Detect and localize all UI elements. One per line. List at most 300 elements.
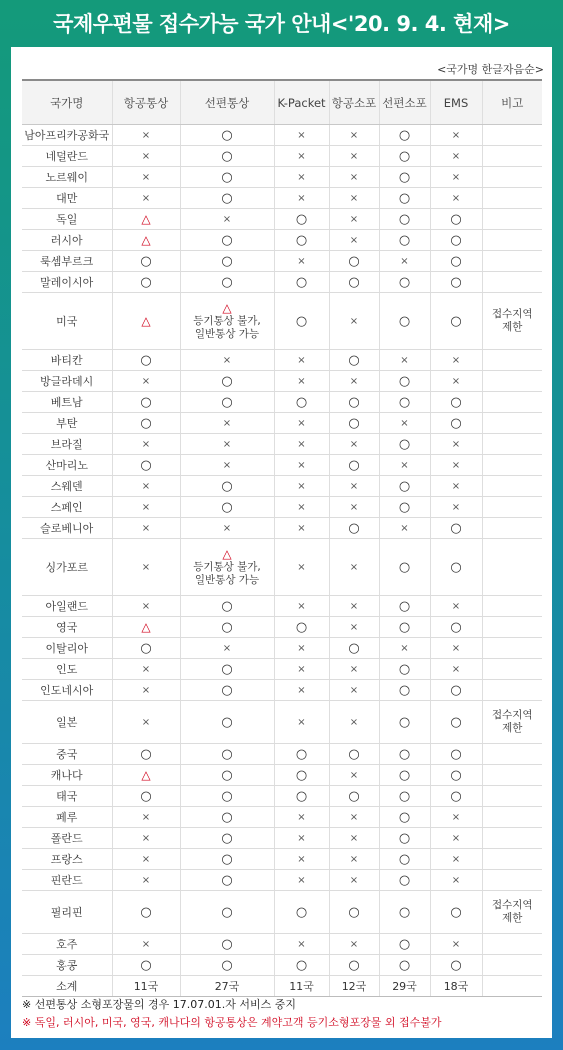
country-name: 핀란드 xyxy=(22,870,112,891)
availability-cell xyxy=(329,209,379,230)
availability-cell xyxy=(180,807,274,828)
availability-cell xyxy=(329,955,379,976)
availability-symbol: × xyxy=(297,642,306,654)
country-name: 방글라데시 xyxy=(22,371,112,392)
availability-cell xyxy=(112,146,180,167)
availability-cell xyxy=(379,413,430,434)
availability-cell xyxy=(329,891,379,934)
availability-cell xyxy=(329,870,379,891)
header-kpacket: K-Packet xyxy=(274,80,329,125)
availability-symbol: ○ xyxy=(450,274,462,290)
availability-cell xyxy=(379,230,430,251)
availability-symbol: × xyxy=(451,192,461,204)
availability-symbol: ○ xyxy=(221,190,233,206)
country-name: 인도네시아 xyxy=(22,680,112,701)
availability-symbol: ○ xyxy=(348,253,360,269)
availability-cell xyxy=(112,251,180,272)
remarks-cell xyxy=(482,807,542,828)
table-row xyxy=(22,230,542,251)
availability-symbol: × xyxy=(297,171,306,183)
availability-symbol: ○ xyxy=(221,661,233,677)
availability-symbol: × xyxy=(451,938,461,950)
availability-cell xyxy=(112,765,180,786)
availability-cell xyxy=(430,617,482,638)
availability-symbol: × xyxy=(349,832,359,844)
availability-cell xyxy=(379,350,430,371)
availability-symbol: ○ xyxy=(450,394,462,410)
availability-cell xyxy=(430,891,482,934)
availability-cell xyxy=(274,476,329,497)
availability-cell xyxy=(112,828,180,849)
availability-symbol: ○ xyxy=(450,682,462,698)
availability-symbol: ○ xyxy=(221,394,233,410)
availability-cell xyxy=(329,272,379,293)
availability-cell xyxy=(274,744,329,765)
availability-cell xyxy=(329,596,379,617)
availability-symbol: × xyxy=(349,150,359,162)
availability-symbol: ○ xyxy=(398,478,411,494)
availability-symbol: × xyxy=(349,129,359,141)
availability-symbol: ○ xyxy=(398,394,411,410)
availability-symbol: × xyxy=(349,684,359,696)
availability-symbol: × xyxy=(297,716,306,728)
availability-symbol: ○ xyxy=(398,127,411,143)
availability-symbol: ○ xyxy=(221,148,233,164)
remarks-cell xyxy=(482,765,542,786)
availability-cell xyxy=(180,497,274,518)
availability-symbol: × xyxy=(400,459,409,471)
availability-cell xyxy=(274,434,329,455)
availability-symbol: × xyxy=(222,213,232,225)
availability-symbol: × xyxy=(349,438,359,450)
table-row xyxy=(22,638,542,659)
country-name: 이탈리아 xyxy=(22,638,112,659)
remarks-cell xyxy=(482,786,542,807)
availability-symbol: △ xyxy=(222,300,232,315)
availability-symbol: × xyxy=(451,354,461,366)
table-row xyxy=(22,934,542,955)
availability-cell xyxy=(180,638,274,659)
availability-cell xyxy=(329,251,379,272)
availability-cell xyxy=(430,293,482,350)
table-row xyxy=(22,350,542,371)
availability-symbol: × xyxy=(400,255,409,267)
availability-cell xyxy=(430,434,482,455)
subtotal-value: 18국 xyxy=(430,976,482,997)
remarks-cell xyxy=(482,617,542,638)
availability-symbol: ○ xyxy=(221,127,233,143)
availability-cell xyxy=(180,786,274,807)
availability-cell xyxy=(112,934,180,955)
availability-cell xyxy=(430,638,482,659)
availability-cell xyxy=(112,230,180,251)
availability-symbol: ○ xyxy=(398,190,411,206)
availability-cell xyxy=(379,455,430,476)
availability-cell xyxy=(379,934,430,955)
country-name: 영국 xyxy=(22,617,112,638)
availability-cell xyxy=(274,680,329,701)
availability-symbol: × xyxy=(400,642,409,654)
country-table xyxy=(22,79,542,997)
country-name: 룩셈부르크 xyxy=(22,251,112,272)
availability-symbol: × xyxy=(297,663,306,675)
country-name: 스웨덴 xyxy=(22,476,112,497)
remarks-cell xyxy=(482,828,542,849)
table-row xyxy=(22,272,542,293)
availability-symbol: × xyxy=(141,853,151,865)
availability-cell xyxy=(379,539,430,596)
availability-cell xyxy=(430,167,482,188)
availability-cell xyxy=(379,434,430,455)
availability-cell xyxy=(430,371,482,392)
availability-symbol: ○ xyxy=(221,936,233,952)
availability-cell xyxy=(430,765,482,786)
availability-symbol: ○ xyxy=(221,253,233,269)
remarks-cell: 접수지역 제한 xyxy=(482,293,542,350)
availability-symbol: ○ xyxy=(348,746,360,762)
country-name: 미국 xyxy=(22,293,112,350)
availability-symbol: ○ xyxy=(450,415,462,431)
availability-symbol: ○ xyxy=(398,851,411,867)
availability-cell xyxy=(430,701,482,744)
availability-cell xyxy=(112,659,180,680)
availability-cell xyxy=(379,146,430,167)
availability-symbol: × xyxy=(451,600,461,612)
country-name: 스페인 xyxy=(22,497,112,518)
availability-symbol: ○ xyxy=(450,520,462,536)
availability-cell xyxy=(274,539,329,596)
table-row xyxy=(22,596,542,617)
header-surface-letter: 선편통상 xyxy=(180,80,274,125)
table-row xyxy=(22,744,542,765)
availability-cell xyxy=(379,125,430,146)
availability-symbol: × xyxy=(349,716,359,728)
header-ems: EMS xyxy=(430,80,482,125)
availability-cell xyxy=(379,209,430,230)
availability-symbol: ○ xyxy=(140,788,152,804)
table-row xyxy=(22,701,542,744)
availability-cell xyxy=(379,849,430,870)
availability-cell xyxy=(430,539,482,596)
remarks-cell xyxy=(482,209,542,230)
availability-symbol: ○ xyxy=(221,619,233,635)
availability-cell xyxy=(430,744,482,765)
availability-symbol: × xyxy=(141,716,151,728)
availability-cell xyxy=(180,434,274,455)
subtotal-label: 소계 xyxy=(22,976,112,997)
availability-symbol: ○ xyxy=(140,457,152,473)
availability-symbol: ○ xyxy=(348,274,360,290)
availability-cell xyxy=(274,251,329,272)
table-row xyxy=(22,146,542,167)
header-country: 국가명 xyxy=(22,80,112,125)
availability-symbol: ○ xyxy=(398,936,411,952)
availability-symbol: ○ xyxy=(295,957,308,973)
availability-cell xyxy=(112,497,180,518)
availability-symbol: ○ xyxy=(398,148,411,164)
page-title: 국제우편물 접수가능 국가 안내<'20. 9. 4. 현재> xyxy=(53,12,510,36)
availability-cell xyxy=(329,744,379,765)
table-row xyxy=(22,891,542,934)
availability-cell xyxy=(430,596,482,617)
country-name: 베트남 xyxy=(22,392,112,413)
availability-symbol: ○ xyxy=(450,767,462,783)
table-row xyxy=(22,434,542,455)
remarks-cell xyxy=(482,849,542,870)
availability-cell xyxy=(112,392,180,413)
surface-letter-condition: 등기통상 불가, 일반통상 가능 xyxy=(193,314,261,340)
availability-symbol: ○ xyxy=(398,232,411,248)
availability-cell xyxy=(379,786,430,807)
availability-symbol: ○ xyxy=(450,313,462,329)
availability-cell xyxy=(379,392,430,413)
availability-cell xyxy=(274,272,329,293)
availability-cell xyxy=(180,518,274,539)
availability-cell xyxy=(180,744,274,765)
availability-cell xyxy=(180,828,274,849)
availability-cell xyxy=(379,955,430,976)
availability-cell xyxy=(379,638,430,659)
availability-symbol: × xyxy=(451,129,461,141)
availability-cell xyxy=(329,680,379,701)
availability-cell xyxy=(180,350,274,371)
country-name: 바티칸 xyxy=(22,350,112,371)
availability-cell xyxy=(430,807,482,828)
remarks-cell xyxy=(482,413,542,434)
availability-symbol: × xyxy=(451,853,461,865)
header-remarks: 비고 xyxy=(482,80,542,125)
availability-cell xyxy=(329,230,379,251)
availability-symbol: × xyxy=(297,600,306,612)
availability-cell xyxy=(112,350,180,371)
availability-symbol: × xyxy=(451,832,461,844)
availability-cell xyxy=(274,350,329,371)
availability-cell xyxy=(180,230,274,251)
availability-cell xyxy=(329,125,379,146)
availability-symbol: × xyxy=(451,811,461,823)
availability-cell xyxy=(112,638,180,659)
table-row xyxy=(22,392,542,413)
availability-symbol: ○ xyxy=(140,394,152,410)
availability-cell xyxy=(379,518,430,539)
availability-symbol: ○ xyxy=(398,830,411,846)
availability-cell xyxy=(430,188,482,209)
table-row xyxy=(22,955,542,976)
availability-symbol: × xyxy=(141,600,151,612)
availability-cell xyxy=(180,413,274,434)
availability-symbol: × xyxy=(141,501,151,513)
country-name: 슬로베니아 xyxy=(22,518,112,539)
availability-symbol: × xyxy=(141,561,151,573)
remarks-cell xyxy=(482,638,542,659)
country-name: 노르웨이 xyxy=(22,167,112,188)
availability-cell xyxy=(329,659,379,680)
country-name: 홍콩 xyxy=(22,955,112,976)
availability-cell xyxy=(274,455,329,476)
availability-symbol: ○ xyxy=(398,436,411,452)
availability-cell xyxy=(274,596,329,617)
remarks-cell xyxy=(482,125,542,146)
remarks-cell xyxy=(482,371,542,392)
subtotal-value: 29국 xyxy=(379,976,430,997)
availability-cell xyxy=(329,934,379,955)
availability-symbol: × xyxy=(297,832,306,844)
availability-symbol: ○ xyxy=(398,767,411,783)
availability-symbol: △ xyxy=(141,619,151,634)
content-panel xyxy=(11,47,552,1038)
country-name: 인도 xyxy=(22,659,112,680)
availability-cell xyxy=(329,765,379,786)
remarks-cell xyxy=(482,744,542,765)
availability-symbol: ○ xyxy=(398,957,411,973)
availability-cell xyxy=(430,413,482,434)
remarks-cell xyxy=(482,476,542,497)
availability-symbol: × xyxy=(451,150,461,162)
footnote-surface: ※ 선편통상 소형포장물의 경우 17.07.01.자 서비스 중지 xyxy=(22,998,296,1011)
remarks-cell xyxy=(482,955,542,976)
availability-symbol: × xyxy=(297,150,306,162)
availability-symbol: × xyxy=(141,811,151,823)
availability-cell xyxy=(430,828,482,849)
availability-cell xyxy=(379,701,430,744)
availability-cell xyxy=(430,934,482,955)
remarks-cell xyxy=(482,272,542,293)
availability-cell xyxy=(112,125,180,146)
availability-symbol: ○ xyxy=(221,232,233,248)
availability-cell xyxy=(112,786,180,807)
availability-symbol: × xyxy=(349,938,359,950)
availability-cell xyxy=(379,371,430,392)
availability-cell xyxy=(379,497,430,518)
availability-symbol: △ xyxy=(141,232,151,247)
table-row xyxy=(22,455,542,476)
availability-cell xyxy=(329,849,379,870)
availability-cell xyxy=(112,680,180,701)
availability-cell xyxy=(329,807,379,828)
availability-cell xyxy=(329,167,379,188)
subtotal-value: 27국 xyxy=(180,976,274,997)
country-name: 브라질 xyxy=(22,434,112,455)
remarks-cell xyxy=(482,434,542,455)
availability-symbol: × xyxy=(141,522,151,534)
remarks-cell xyxy=(482,518,542,539)
availability-cell xyxy=(274,934,329,955)
remarks-cell xyxy=(482,934,542,955)
availability-cell xyxy=(274,518,329,539)
availability-symbol: × xyxy=(297,459,306,471)
availability-symbol: ○ xyxy=(398,169,411,185)
availability-symbol: ○ xyxy=(398,598,411,614)
availability-cell xyxy=(430,518,482,539)
country-name: 대만 xyxy=(22,188,112,209)
availability-cell xyxy=(274,209,329,230)
country-name: 말레이시아 xyxy=(22,272,112,293)
country-name: 캐나다 xyxy=(22,765,112,786)
availability-symbol: × xyxy=(222,438,232,450)
availability-cell xyxy=(180,251,274,272)
country-name: 일본 xyxy=(22,701,112,744)
availability-cell xyxy=(329,638,379,659)
availability-symbol: ○ xyxy=(398,872,411,888)
availability-cell xyxy=(274,188,329,209)
availability-symbol: ○ xyxy=(348,415,360,431)
availability-symbol: × xyxy=(349,621,359,633)
availability-symbol: ○ xyxy=(398,619,411,635)
availability-cell xyxy=(180,209,274,230)
availability-symbol: × xyxy=(297,561,306,573)
remarks-cell: 접수지역 제한 xyxy=(482,891,542,934)
availability-cell xyxy=(112,807,180,828)
availability-symbol: ○ xyxy=(348,788,360,804)
country-name: 아일랜드 xyxy=(22,596,112,617)
availability-symbol: △ xyxy=(222,546,232,561)
availability-symbol: × xyxy=(141,938,151,950)
availability-symbol: ○ xyxy=(450,788,462,804)
availability-cell xyxy=(274,765,329,786)
table-row xyxy=(22,518,542,539)
availability-cell xyxy=(379,293,430,350)
availability-symbol: × xyxy=(349,234,359,246)
availability-symbol: ○ xyxy=(295,232,308,248)
availability-symbol: ○ xyxy=(348,904,360,920)
availability-cell xyxy=(430,680,482,701)
availability-symbol: × xyxy=(349,213,359,225)
availability-cell xyxy=(379,272,430,293)
availability-cell xyxy=(430,350,482,371)
availability-symbol: ○ xyxy=(221,830,233,846)
availability-cell xyxy=(274,849,329,870)
availability-symbol: ○ xyxy=(295,767,308,783)
table-row xyxy=(22,539,542,596)
availability-cell xyxy=(379,596,430,617)
availability-symbol: × xyxy=(297,522,306,534)
availability-cell xyxy=(274,955,329,976)
availability-cell xyxy=(180,765,274,786)
availability-cell xyxy=(430,125,482,146)
availability-symbol: ○ xyxy=(295,274,308,290)
availability-symbol: × xyxy=(400,522,409,534)
availability-cell xyxy=(329,518,379,539)
availability-cell xyxy=(274,807,329,828)
availability-symbol: ○ xyxy=(398,661,411,677)
availability-cell xyxy=(329,539,379,596)
availability-cell xyxy=(274,146,329,167)
availability-symbol: ○ xyxy=(398,559,411,575)
availability-symbol: × xyxy=(297,684,306,696)
availability-symbol: ○ xyxy=(398,211,411,227)
remarks-cell xyxy=(482,188,542,209)
country-name: 산마리노 xyxy=(22,455,112,476)
availability-symbol: ○ xyxy=(221,767,233,783)
availability-symbol: ○ xyxy=(295,746,308,762)
availability-symbol: × xyxy=(349,375,359,387)
availability-cell xyxy=(180,955,274,976)
availability-symbol: ○ xyxy=(398,682,411,698)
table-row xyxy=(22,659,542,680)
table-row xyxy=(22,251,542,272)
availability-symbol: × xyxy=(349,853,359,865)
availability-symbol: ○ xyxy=(221,682,233,698)
table-row xyxy=(22,476,542,497)
availability-symbol: × xyxy=(141,192,151,204)
availability-cell xyxy=(274,125,329,146)
availability-symbol: ○ xyxy=(140,274,152,290)
availability-cell xyxy=(430,870,482,891)
availability-cell xyxy=(180,455,274,476)
availability-cell xyxy=(430,455,482,476)
subtotal-remarks xyxy=(482,976,542,997)
availability-symbol: ○ xyxy=(398,904,411,920)
